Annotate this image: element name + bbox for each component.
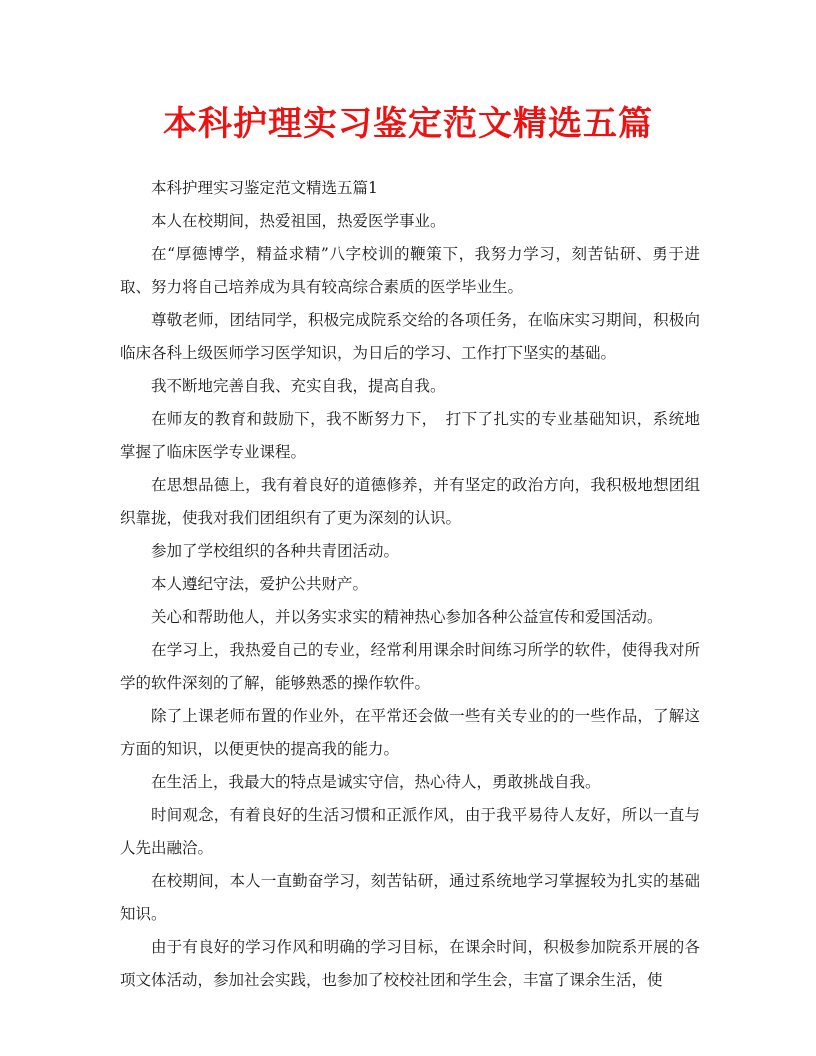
paragraph: 参加了学校组织的各种共青团活动。: [151, 542, 400, 560]
paragraph: 在“厚德博学，精益求精”八字校训的鞭策下，我努力学习，刻苦钻研、勇于进取、努力将自己培养成为具有较高综合素质的医学毕业生。: [120, 245, 700, 296]
paragraph: 本人遵纪守法，爱护公共财产。: [151, 575, 369, 593]
paragraph: 本人在校期间，热爱祖国，热爱医学事业。: [151, 212, 446, 230]
paragraph: 在校期间，本人一直勤奋学习，刻苦钻研，通过系统地学习掌握较为扎实的基础知识。: [120, 872, 700, 923]
document-body: [120, 172, 700, 997]
paragraph: 除了上课老师布置的作业外，在平常还会做一些有关专业的的一些作品，了解这方面的知识，以便更快的提高我的能力。: [120, 707, 700, 758]
paragraph: 在生活上，我最大的特点是诚实守信，热心待人，勇敢挑战自我。: [151, 773, 601, 791]
paragraph: 在思想品德上，我有着良好的道德修养，并有坚定的政治方向，我积极地想团组织靠拢，使我对我们团组织有了更为深刻的认识。: [120, 476, 700, 527]
paragraph: 我不断地完善自我、充实自我，提高自我。: [151, 377, 446, 395]
paragraph: 在师友的教育和鼓励下，我不断努力下， 打下了扎实的专业基础知识，系统地掌握了临床医学专业课程。: [120, 410, 700, 461]
document-title: 本科护理实习鉴定范文精选五篇: [163, 104, 653, 144]
paragraph-section-heading: 本科护理实习鉴定范文精选五篇1: [151, 179, 378, 197]
paragraph: 由于有良好的学习作风和明确的学习目标，在课余时间，积极参加院系开展的各项文体活动，参加社会实践，也参加了校校社团和学生会，丰富了课余生活，使: [120, 938, 700, 989]
paragraph: 时间观念，有着良好的生活习惯和正派作风，由于我平易待人友好，所以一直与人先出融洽。: [120, 806, 700, 857]
paragraph: 尊敬老师，团结同学，积极完成院系交给的各项任务，在临床实习期间，积极向临床各科上级医师学习医学知识，为日后的学习、工作打下坚实的基础。: [120, 311, 700, 362]
paragraph: 在学习上，我热爱自己的专业，经常利用课余时间练习所学的软件，使得我对所学的软件深刻的了解，能够熟悉的操作软件。: [120, 641, 700, 692]
paragraph: 关心和帮助他人，并以务实求实的精神热心参加各种公益宣传和爱国活动。: [151, 608, 663, 626]
